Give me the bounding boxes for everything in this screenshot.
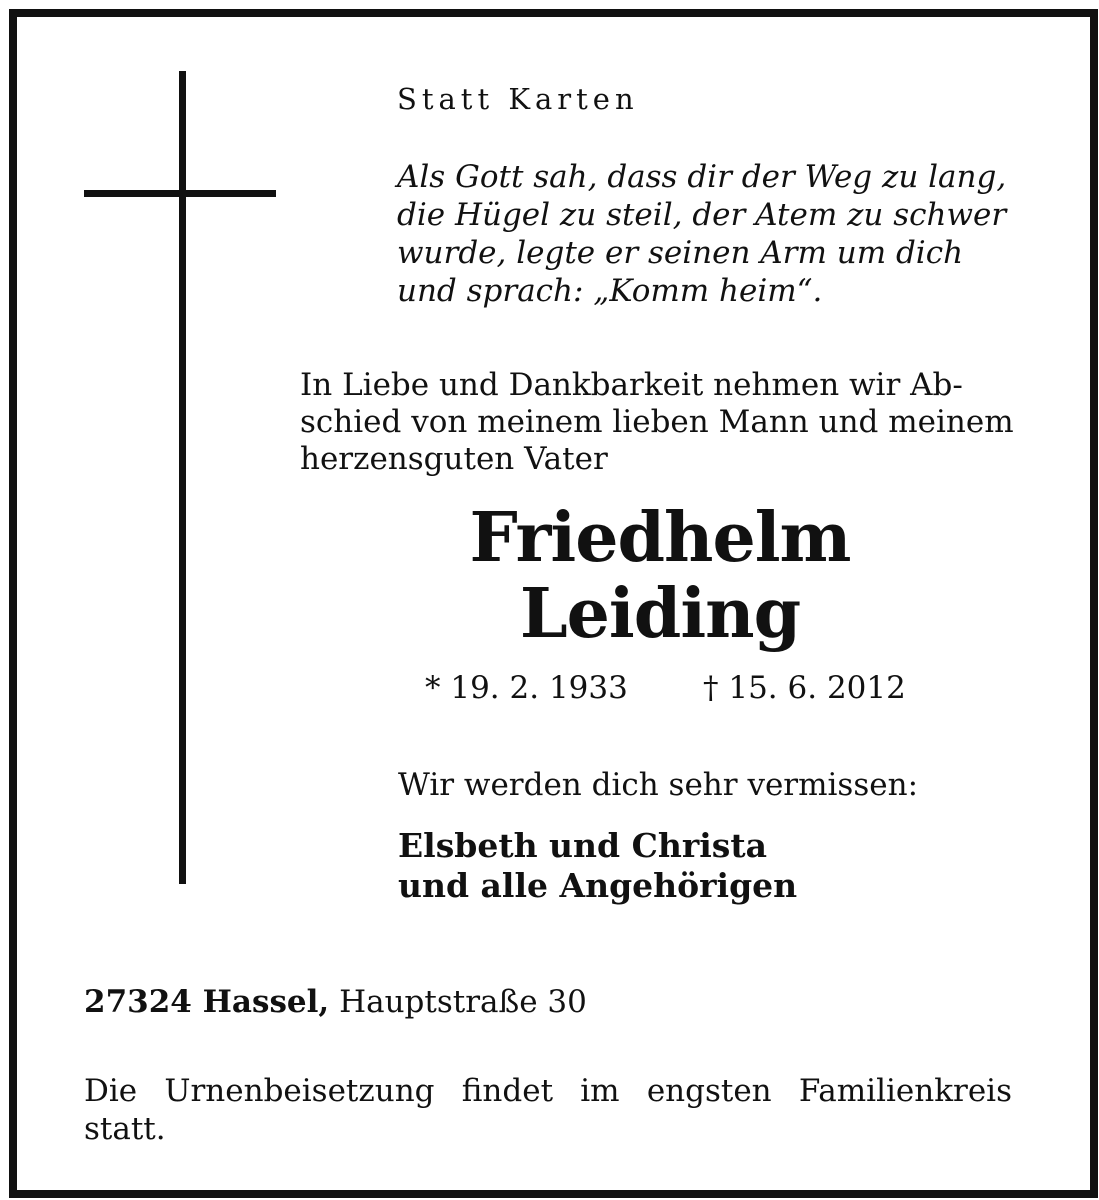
family-line: und alle Angehörigen — [398, 866, 798, 905]
intro-line: herzensguten Vater — [300, 441, 608, 477]
deceased-name — [380, 500, 940, 652]
notice-heading: Statt Karten — [397, 82, 639, 116]
burial-line: Die Urnenbeisetzung findet im engsten Familienkreis — [84, 1073, 1012, 1109]
last-name: Leiding — [519, 574, 801, 654]
burial-note — [84, 1072, 1012, 1148]
intro-text — [300, 367, 1020, 478]
cross-icon-bar — [84, 190, 276, 197]
intro-line: In Liebe und Dankbarkeit nehmen wir Ab- — [300, 367, 963, 403]
first-name: Friedhelm — [469, 498, 851, 578]
poem-line: Als Gott sah, dass dir der Weg zu lang, — [397, 159, 1007, 195]
poem-line: wurde, legte er seinen Arm um dich — [397, 235, 964, 271]
miss-line: Wir werden dich sehr vermissen: — [398, 767, 919, 803]
address-street: Hauptstraße 30 — [329, 984, 587, 1020]
burial-line: statt. — [84, 1111, 166, 1147]
death-date: † 15. 6. 2012 — [703, 670, 906, 706]
family-signature — [398, 826, 797, 906]
address-city: 27324 Hassel, — [84, 984, 330, 1020]
address — [84, 984, 587, 1020]
family-line: Elsbeth und Christa — [398, 826, 767, 865]
poem-line: und sprach: „Komm heim“. — [397, 273, 823, 309]
intro-line: schied von meinem lieben Mann und meinem — [300, 404, 1014, 440]
poem-line: die Hügel zu steil, der Atem zu schwer — [397, 197, 1007, 233]
birth-date: * 19. 2. 1933 — [425, 670, 628, 706]
poem — [397, 158, 1017, 310]
